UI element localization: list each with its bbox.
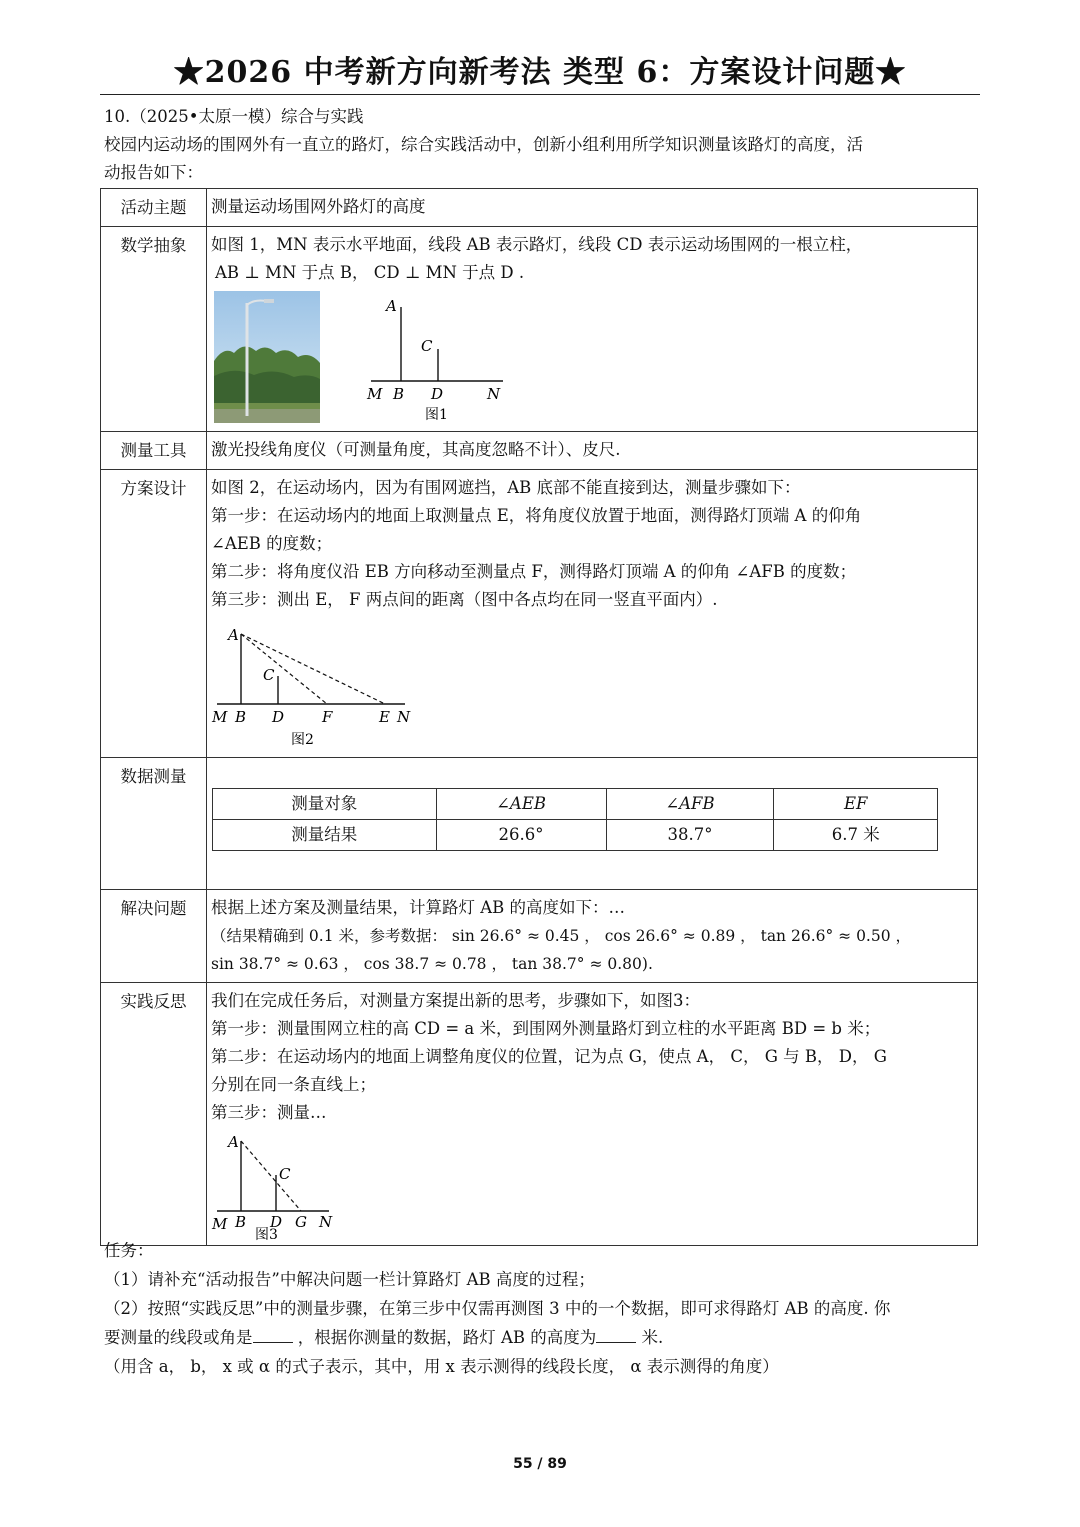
answer-blank-measure[interactable] bbox=[253, 1324, 293, 1343]
problem-source: 10.（2025•太原一模）综合与实践 bbox=[104, 107, 364, 126]
row-label-data: 数据测量 bbox=[101, 758, 207, 890]
fig3-caption: 图3 bbox=[255, 1227, 278, 1241]
report-row-abstraction bbox=[101, 227, 978, 432]
measurement-cell: EF bbox=[774, 789, 938, 820]
fig2-label-D: D bbox=[272, 708, 285, 726]
design-line-3: ∠AEB 的度数； bbox=[211, 534, 333, 553]
fig1-label-A: A bbox=[386, 297, 397, 315]
measurement-cell: ∠AEB bbox=[436, 789, 606, 820]
figure-3-diagram bbox=[211, 1129, 351, 1241]
fig1-label-B: B bbox=[393, 385, 405, 403]
fig2-label-N: N bbox=[397, 708, 411, 726]
design-line-2: 第一步：在运动场内的地面上取测量点 E，将角度仪放置于地面，测得路灯顶端 A 的仰角 bbox=[211, 506, 862, 525]
measurement-cell: 38.7° bbox=[606, 820, 774, 851]
task-2-line-1: （2）按照“实践反思”中的测量步骤，在第三步中仅需再测图 3 中的一个数据，即可求得路灯 AB 的高度. 你 bbox=[104, 1299, 891, 1318]
task-2-line-2 bbox=[104, 1323, 980, 1352]
report-row-solve bbox=[101, 890, 978, 983]
header-divider bbox=[100, 94, 980, 95]
design-line-5: 第三步：测出 E， F 两点间的距离（图中各点均在同一竖直平面内）. bbox=[211, 590, 718, 609]
measurement-cell: ∠AFB bbox=[606, 789, 774, 820]
problem-intro-line-1: 校园内运动场的围网外有一直立的路灯，综合实践活动中，创新小组利用所学知识测量该路灯的高度，活 bbox=[104, 135, 863, 154]
tools-text: 激光投线角度仪（可测量角度，其高度忽略不计）、皮尺. bbox=[207, 432, 978, 470]
fig3-label-C: C bbox=[279, 1165, 291, 1183]
solve-line-3: sin 38.7° ≈ 0.63 ， cos 38.7 ≈ 0.78 ， tan 38.7° ≈ 0.80). bbox=[211, 955, 653, 973]
task-2-prompt-segment: 米. bbox=[641, 1328, 664, 1347]
fig2-label-F: F bbox=[322, 708, 333, 726]
page-title: ★2026 中考新方向新考法 类型 6：方案设计问题★ bbox=[173, 55, 907, 90]
fig3-label-A: A bbox=[228, 1133, 239, 1151]
abstraction-line-2: AB ⊥ MN 于点 B， CD ⊥ MN 于点 D . bbox=[215, 263, 525, 282]
fig2-label-C: C bbox=[263, 666, 275, 684]
fig3-label-B: B bbox=[235, 1213, 247, 1231]
row-label-solve: 解决问题 bbox=[101, 890, 207, 983]
tasks-section bbox=[104, 1236, 980, 1381]
reflect-line-2: 第一步：测量围网立柱的高 CD = a 米，到围网外测量路灯到立柱的水平距离 BD = b 米； bbox=[211, 1019, 881, 1038]
task-2-prompt-segment: ，根据你测量的数据，路灯 AB 的高度为 bbox=[297, 1328, 597, 1347]
report-row-reflect bbox=[101, 983, 978, 1246]
task-3: （用含 a， b， x 或 α 的式子表示，其中，用 x 表示测得的线段长度， α 表示测得的角度） bbox=[104, 1357, 779, 1376]
row-label-abstraction: 数学抽象 bbox=[101, 227, 207, 432]
measurement-cell: 6.7 米 bbox=[774, 820, 938, 851]
theme-text: 测量运动场围网外路灯的高度 bbox=[207, 189, 978, 227]
row-label-reflect: 实践反思 bbox=[101, 983, 207, 1246]
fig3-label-M: M bbox=[212, 1215, 228, 1233]
fig1-label-N: N bbox=[487, 385, 501, 403]
measurement-table bbox=[212, 788, 938, 851]
report-row-data bbox=[101, 758, 978, 890]
reflect-line-5: 第三步：测量… bbox=[211, 1103, 327, 1122]
reflect-line-3: 第二步：在运动场内的地面上调整角度仪的位置，记为点 G，使点 A， C， G 与 B， D， G bbox=[211, 1047, 887, 1066]
measurement-header-row bbox=[213, 789, 938, 820]
design-line-1: 如图 2，在运动场内，因为有围网遮挡，AB 底部不能直接到达，测量步骤如下： bbox=[211, 478, 801, 497]
fig3-label-G: G bbox=[295, 1213, 307, 1231]
fig2-label-M: M bbox=[212, 708, 228, 726]
activity-report-table bbox=[100, 188, 978, 1246]
answer-blank-height[interactable] bbox=[596, 1324, 636, 1343]
fig1-label-M: M bbox=[367, 385, 383, 403]
measurement-cell: 26.6° bbox=[436, 820, 606, 851]
solve-line-1: 根据上述方案及测量结果，计算路灯 AB 的高度如下：… bbox=[211, 898, 626, 917]
fig1-caption: 图1 bbox=[425, 407, 448, 421]
fig2-label-A: A bbox=[228, 626, 239, 644]
fig2-label-B: B bbox=[235, 708, 247, 726]
report-row-tools bbox=[101, 432, 978, 470]
figure-1-diagram bbox=[361, 291, 521, 421]
solve-line-2: （结果精确到 0.1 米，参考数据： sin 26.6° ≈ 0.45 ， cos 26.6° ≈ 0.89 ， tan 26.6° ≈ 0.50 ， bbox=[211, 927, 912, 945]
measurement-cell: 测量结果 bbox=[213, 820, 437, 851]
fig2-caption: 图2 bbox=[291, 732, 314, 748]
design-line-4: 第二步：将角度仪沿 EB 方向移动至测量点 F，测得路灯顶端 A 的仰角 ∠AFB 的度数； bbox=[211, 562, 857, 581]
task-2-prompt-segment: 要测量的线段或角是 bbox=[104, 1328, 253, 1347]
row-label-theme: 活动主题 bbox=[101, 189, 207, 227]
reflect-line-1: 我们在完成任务后，对测量方案提出新的思考，步骤如下，如图3： bbox=[211, 991, 700, 1010]
measurement-value-row bbox=[213, 820, 938, 851]
row-label-tools: 测量工具 bbox=[101, 432, 207, 470]
task-1: （1）请补充“活动报告”中解决问题一栏计算路灯 AB 高度的过程； bbox=[104, 1270, 595, 1289]
fig3-label-N: N bbox=[319, 1213, 333, 1231]
report-row-design bbox=[101, 470, 978, 758]
fig1-label-C: C bbox=[421, 337, 433, 355]
tasks-heading: 任务： bbox=[104, 1241, 154, 1260]
row-label-design: 方案设计 bbox=[101, 470, 207, 758]
reflect-line-4: 分别在同一条直线上； bbox=[211, 1075, 376, 1094]
fig2-label-E: E bbox=[379, 708, 390, 726]
problem-intro-line-2: 动报告如下： bbox=[104, 163, 203, 182]
fig3-label-D: D bbox=[270, 1213, 283, 1231]
report-row-theme bbox=[101, 189, 978, 227]
street-lamp-photo bbox=[214, 291, 320, 423]
abstraction-line-1: 如图 1，MN 表示水平地面，线段 AB 表示路灯，线段 CD 表示运动场围网的一根立柱， bbox=[211, 235, 863, 254]
measurement-cell: 测量对象 bbox=[213, 789, 437, 820]
fig1-label-D: D bbox=[431, 385, 444, 403]
figure-2-diagram bbox=[211, 620, 431, 752]
page-number: 55 / 89 bbox=[513, 1456, 567, 1472]
